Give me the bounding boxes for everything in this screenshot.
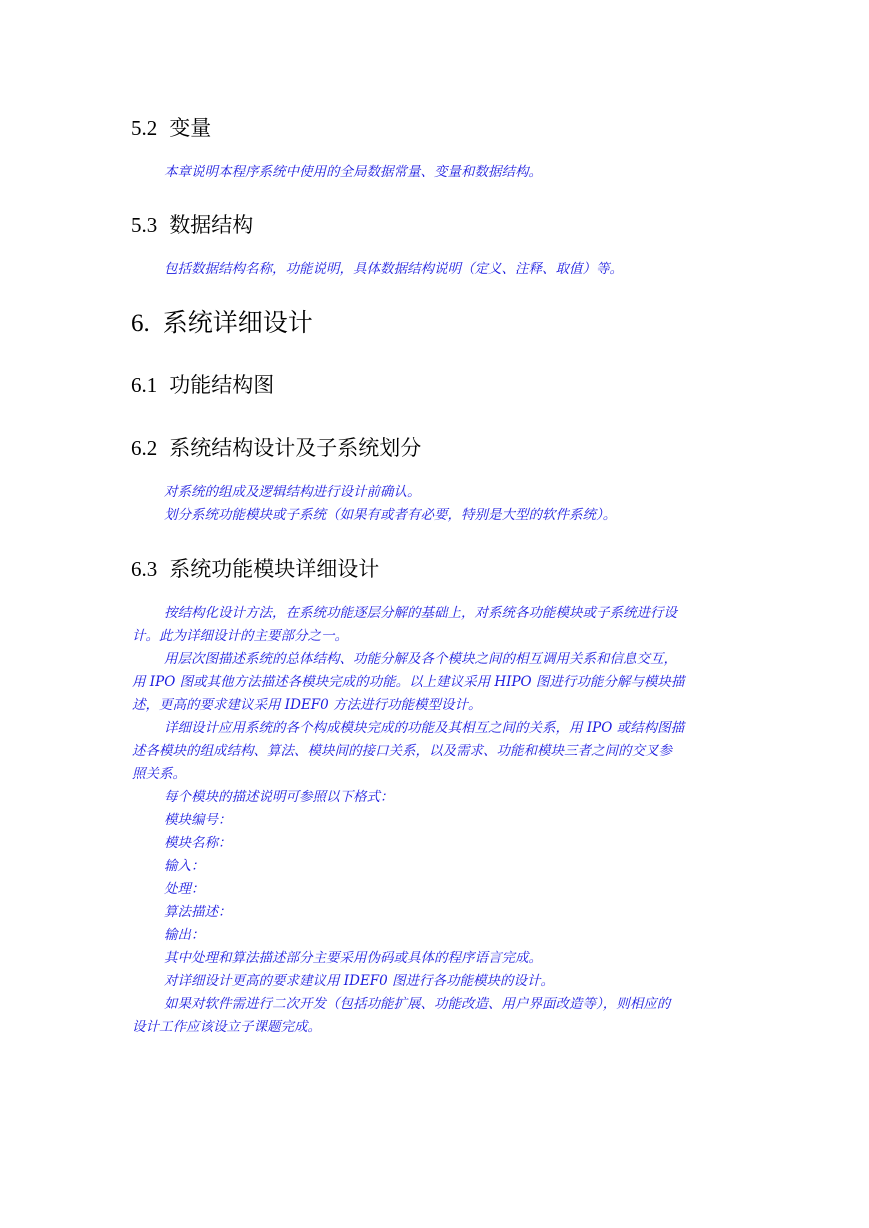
- format-field: 输入：: [164, 858, 205, 874]
- paragraph-line: 述各模块的组成结构、算法、模块间的接口关系，以及需求、功能和模块三者之间的交叉参: [132, 743, 672, 759]
- paragraph-line: 用层次图描述系统的总体结构、功能分解及各个模块之间的相互调用关系和信息交互，: [164, 651, 677, 667]
- format-field: 模块名称：: [164, 835, 232, 851]
- paragraph: 划分系统功能模块或子系统（如果有或者有必要，特别是大型的软件系统）。: [164, 507, 617, 523]
- section-title: 功能结构图: [169, 373, 275, 397]
- paragraph-line: 计。此为详细设计的主要部分之一。: [132, 628, 348, 644]
- paragraph: 每个模块的描述说明可参照以下格式：: [164, 789, 394, 805]
- paragraph-line: 设计工作应该设立子课题完成。: [132, 1019, 321, 1035]
- section-number: 5.3: [131, 213, 158, 237]
- section-number: 6.2: [131, 436, 158, 460]
- paragraph: 包括数据结构名称，功能说明，具体数据结构说明（定义、注释、取值）等。: [164, 261, 623, 277]
- heading-6: [131, 307, 313, 340]
- paragraph-line: 如果对软件需进行二次开发（包括功能扩展、功能改造、用户界面改造等），则相应的: [164, 996, 671, 1012]
- paragraph-line: 用 IPO 图或其他方法描述各模块完成的功能。以上建议采用 HIPO 图进行功能分解与模块描: [132, 674, 685, 690]
- format-field: 处理：: [164, 881, 205, 897]
- section-title: 变量: [169, 116, 212, 140]
- heading-6-3: [131, 555, 379, 583]
- section-title: 系统结构设计及子系统划分: [169, 436, 422, 460]
- heading-5-3: [131, 211, 253, 239]
- heading-5-2: [131, 114, 211, 142]
- heading-6-1: [131, 371, 274, 399]
- paragraph: 其中处理和算法描述部分主要采用伪码或具体的程序语言完成。: [164, 950, 542, 966]
- section-number: 6.1: [131, 373, 158, 397]
- paragraph: 对系统的组成及逻辑结构进行设计前确认。: [164, 484, 421, 500]
- paragraph: 本章说明本程序系统中使用的全局数据常量、变量和数据结构。: [164, 164, 542, 180]
- heading-6-2: [131, 434, 421, 462]
- section-title: 系统详细设计: [162, 308, 313, 337]
- paragraph-line: 述，更高的要求建议采用 IDEF0 方法进行功能模型设计。: [132, 697, 482, 713]
- format-field: 算法描述：: [164, 904, 232, 920]
- paragraph: 对详细设计更高的要求建议用 IDEF0 图进行各功能模块的设计。: [164, 973, 555, 989]
- format-field: 模块编号：: [164, 812, 232, 828]
- section-title: 数据结构: [169, 213, 254, 237]
- section-number: 5.2: [131, 116, 158, 140]
- paragraph-line: 按结构化设计方法，在系统功能逐层分解的基础上，对系统各功能模块或子系统进行设: [164, 605, 677, 621]
- paragraph-line: 照关系。: [132, 766, 186, 782]
- section-title: 系统功能模块详细设计: [169, 557, 380, 581]
- section-number: 6.: [131, 310, 150, 337]
- paragraph-line: 详细设计应用系统的各个构成模块完成的功能及其相互之间的关系，用 IPO 或结构图描: [164, 720, 685, 736]
- format-field: 输出：: [164, 927, 205, 943]
- section-number: 6.3: [131, 557, 158, 581]
